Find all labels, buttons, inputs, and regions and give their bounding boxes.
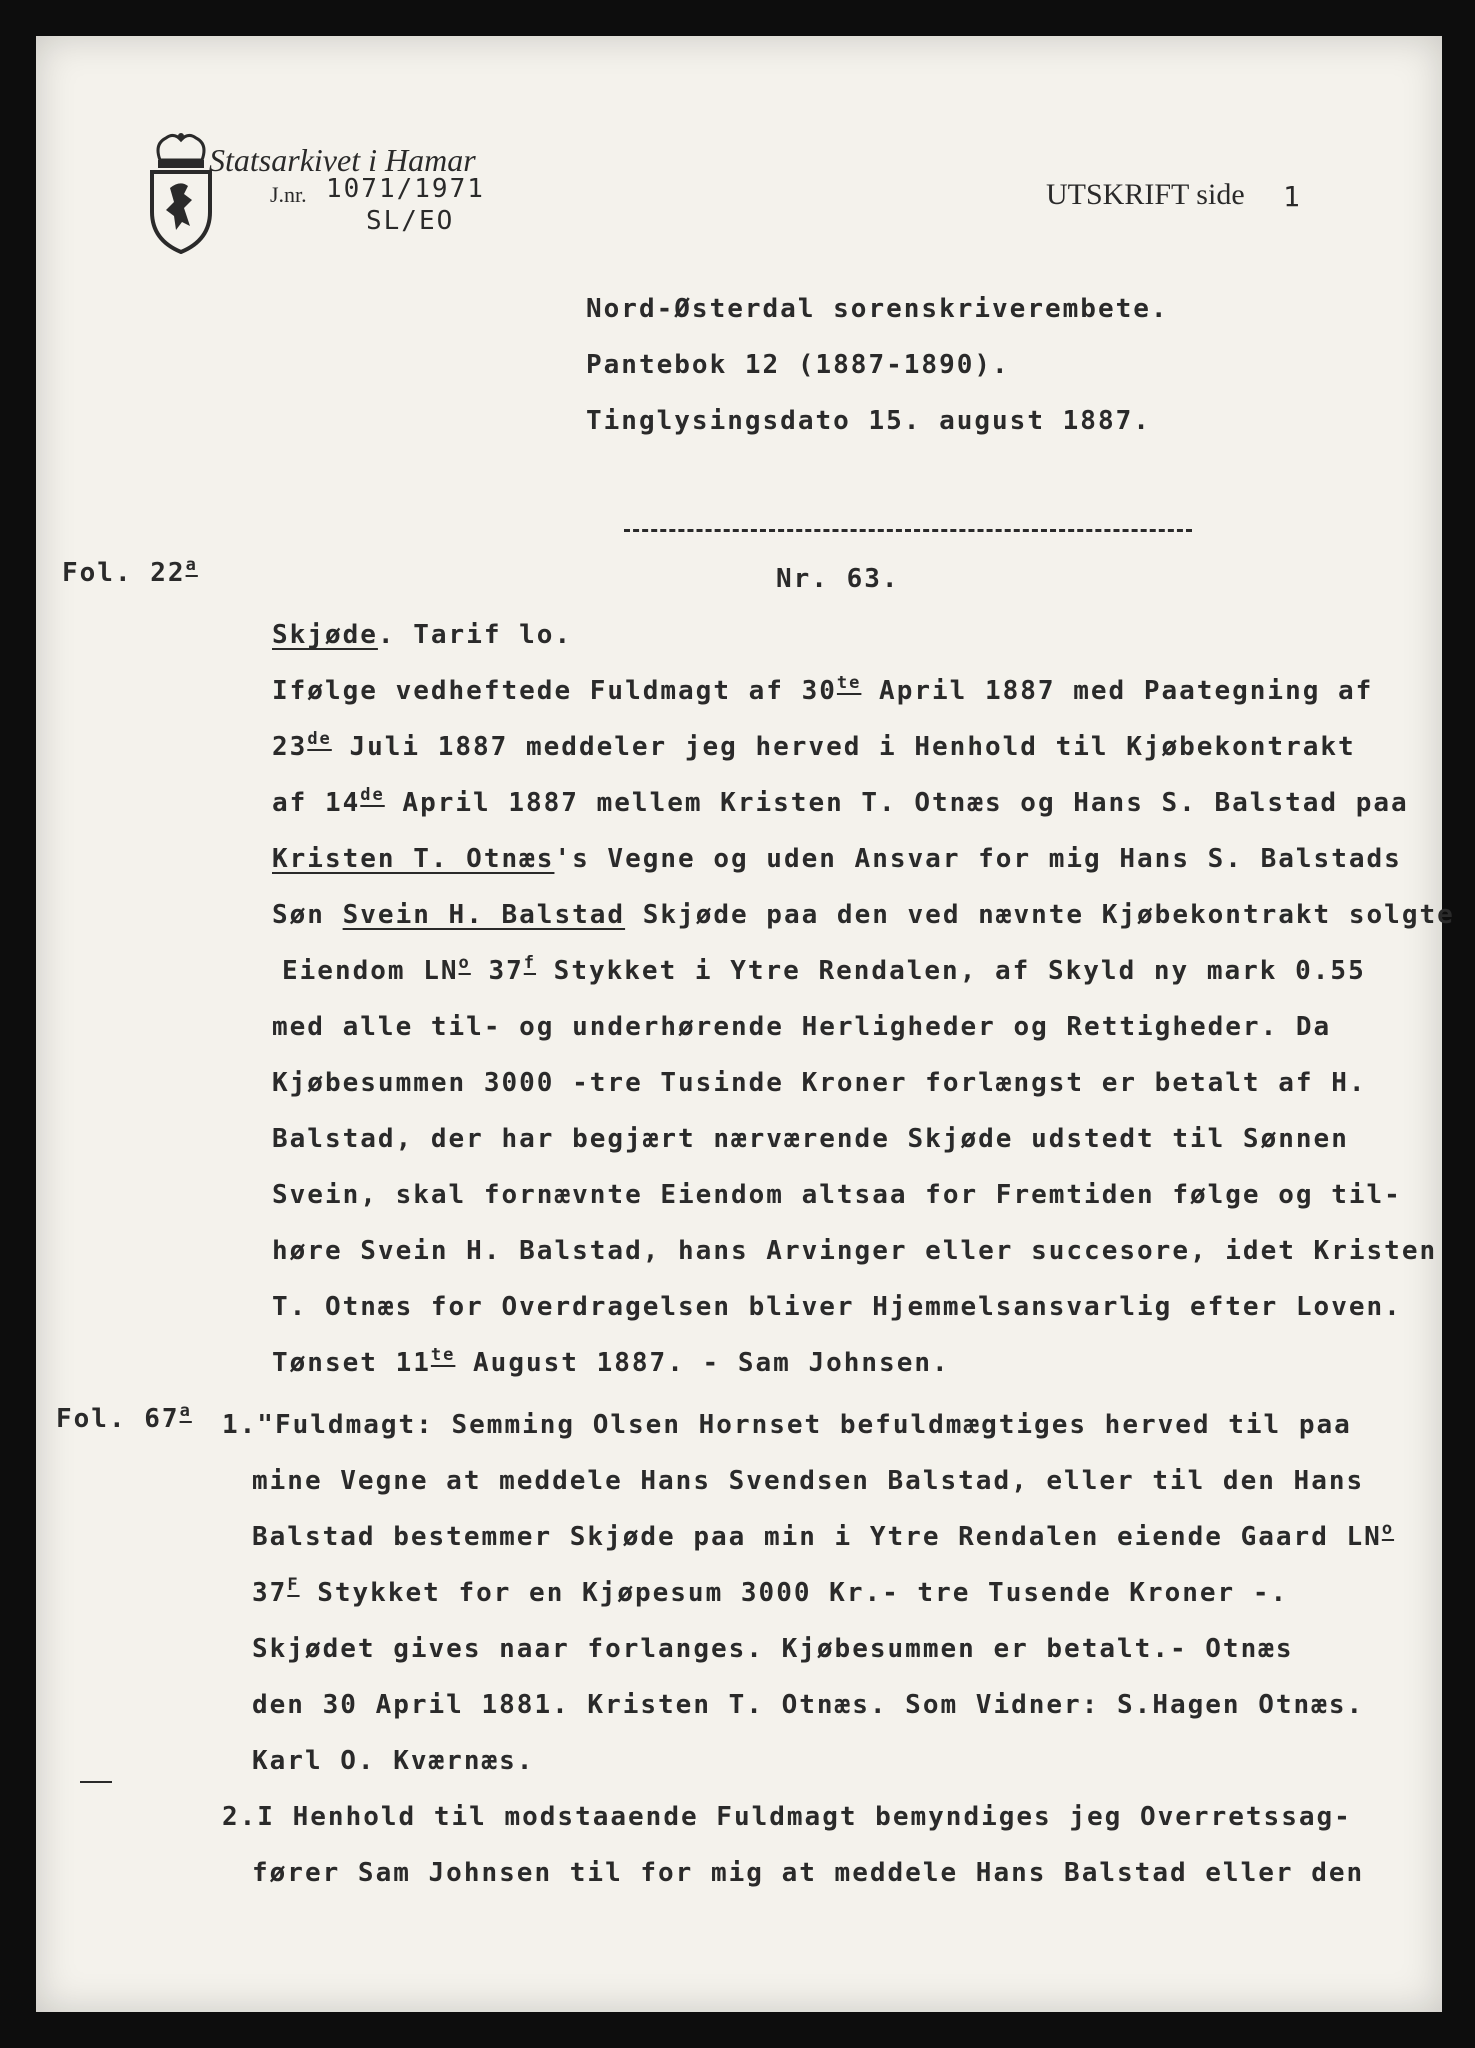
institution-name: Statsarkivet i Hamar [209, 142, 476, 178]
tarif: Tarif lo. [413, 620, 573, 650]
body-line: Kjøbesummen 3000 -tre Tusinde Kroner forlængst er betalt af H. [272, 1068, 1367, 1098]
coat-of-arms-icon [144, 130, 218, 254]
body-line: Eiendom $LN^o$ 37$^f$ Stykket i Ytre Rendalen, af Skyld ny mark 0.55 [282, 953, 1366, 986]
body-line: høre Svein H. Balstad, hans Arvinger eller succesore, idet Kristen [272, 1236, 1438, 1266]
attachment-1-line: Skjødet gives naar forlanges. Kjøbesummen er betalt.- Otnæs [252, 1634, 1294, 1664]
attachment-2-line: fører Sam Johnsen til for mig at meddele Hans Balstad eller den [252, 1858, 1365, 1888]
utskrift-label: UTSKRIFT side [1046, 178, 1245, 211]
body-line: af 14de April 1887 mellem Kristen T. Otnæs og Hans S. Balstad paa [272, 785, 1409, 818]
body-line: Ifølge vedheftede Fuldmagt af $30^{te}$ April 1887 med Paategning af [272, 673, 1374, 706]
body-line: Svein, skal fornævnte Eiendom altsaa for Fremtiden følge og til- [272, 1180, 1402, 1210]
document-number: Nr. 63. [776, 564, 900, 594]
title-line-3: Tinglysingsdato 15. august 1887. [586, 406, 1151, 436]
page-number: 1 [1283, 180, 1302, 213]
underlined-name: Kristen T. Otnæs [272, 844, 555, 874]
body-line: T. Otnæs for Overdragelsen bliver Hjemmelsansvarlig efter Loven. [272, 1292, 1402, 1322]
body-line: Balstad, der har begjært nærværende Skjøde udstedt til Sønnen [272, 1124, 1349, 1154]
title-line-2: Pantebok 12 (1887-1890). [586, 350, 1010, 380]
body-line: med alle til- og underhørende Herligheder og Rettigheder. Da [272, 1012, 1332, 1042]
attachment-2-line: 2.I Henhold til modstaaende Fuldmagt bemyndiges jeg Overretssag- [222, 1802, 1352, 1832]
margin-mark [80, 1781, 112, 1783]
attachment-1-line: 1."Fuldmagt: Semming Olsen Hornset befuldmægtiges herved til paa [222, 1410, 1352, 1440]
underlined-name: Svein H. Balstad [342, 900, 626, 930]
journal-label: J.nr. [270, 182, 307, 207]
document-type-line: Skjøde. Tarif lo. [272, 620, 573, 650]
folio-reference-1: Fol. 22$^a$ [62, 555, 198, 588]
document-page [36, 36, 1455, 2012]
dashed-divider [624, 529, 1192, 532]
body-line: Søn Svein H. Balstad Skjøde paa den ved nævnte Kjøbekontrakt solgte [272, 900, 1455, 930]
body-line: Tønset $11^{te}$ August 1887. - Sam Johnsen. [272, 1345, 950, 1378]
title-line-1: Nord-Østerdal sorenskriverembete. [586, 294, 1169, 324]
journal-initials: SL/EO [366, 206, 455, 236]
body-line: Kristen T. Otnæs's Vegne og uden Ansvar for mig Hans S. Balstads [272, 844, 1402, 874]
attachment-1-line: $37^F$ Stykket for en Kjøpesum 3000 Kr.- tre Tusende Kroner -. [252, 1575, 1289, 1608]
attachment-1-line: Karl O. Kværnæs. [252, 1746, 535, 1776]
document-type: Skjøde [272, 620, 378, 650]
folio-reference-2: Fol. 67$^a$ [56, 1401, 192, 1434]
body-line: 23de Juli 1887 meddeler jeg herved i Henhold til Kjøbekontrakt [272, 729, 1356, 762]
attachment-1-line: mine Vegne at meddele Hans Svendsen Balstad, eller til den Hans [252, 1466, 1365, 1496]
journal-number: 1071/1971 [326, 174, 485, 204]
attachment-1-line: den 30 April 1881. Kristen T. Otnæs. Som Vidner: S.Hagen Otnæs. [252, 1690, 1365, 1720]
attachment-1-line: Balstad bestemmer Skjøde paa min i Ytre Rendalen eiende Gaard $LN^o$ [252, 1519, 1395, 1552]
